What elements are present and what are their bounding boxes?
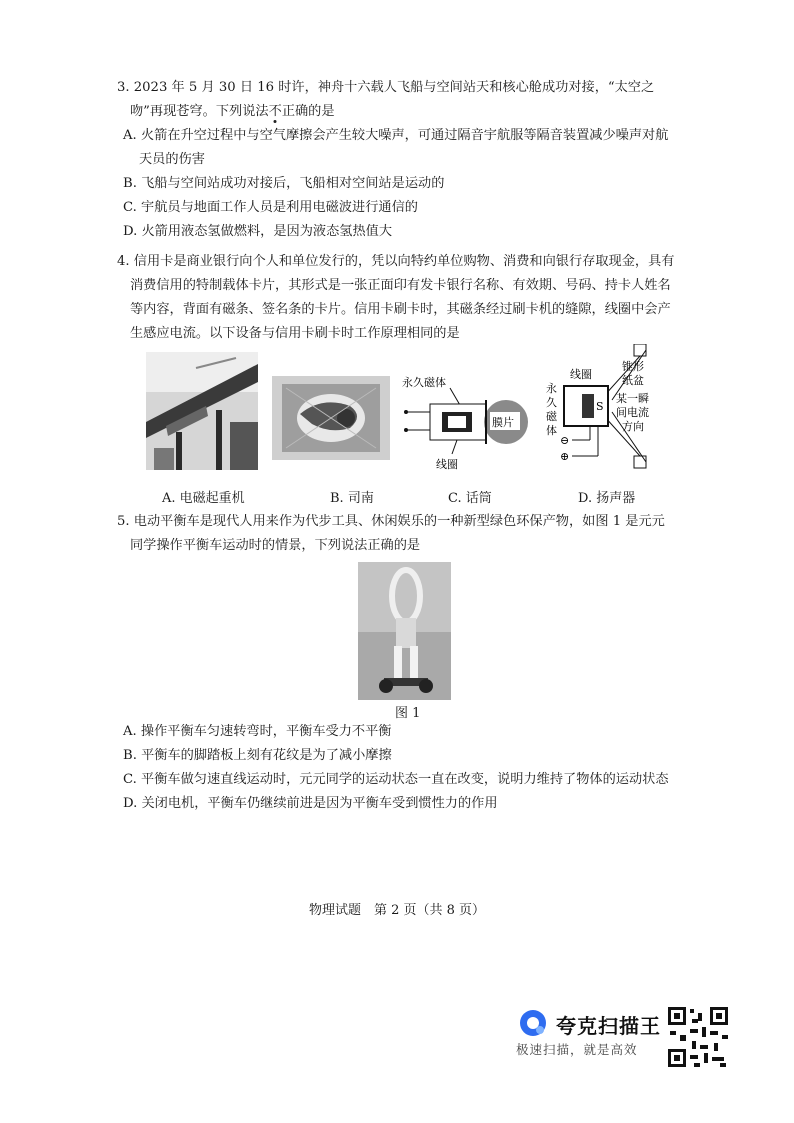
balance-scooter-photo — [358, 562, 451, 700]
label-coil-d: 线圈 — [570, 368, 592, 381]
terminal-minus: ⊖ — [560, 434, 570, 447]
label-current-3: 方向 — [622, 420, 644, 433]
option-d: D. 火箭用液态氢做燃料，是因为液态氢热值大 — [123, 224, 393, 239]
microphone-diagram — [402, 372, 530, 472]
label-magnet-3: 磁 — [546, 410, 557, 423]
caption-b: B. 司南 — [330, 491, 374, 506]
brand-name: 夸克扫描王 — [556, 1014, 661, 1038]
label-cone: 锥形 — [622, 360, 644, 373]
question-5 — [117, 510, 677, 558]
question-4 — [117, 250, 677, 346]
caption-d: D. 扬声器 — [578, 491, 636, 506]
brand-slogan: 极速扫描，就是高效 — [516, 1042, 638, 1057]
question-3 — [117, 76, 677, 244]
electromagnetic-crane-photo — [146, 352, 258, 470]
question-3-stem-line2: 吻”再现苍穹。下列说法 — [130, 104, 269, 119]
loudspeaker-diagram — [542, 344, 664, 476]
label-paper-cone: 纸盆 — [622, 374, 644, 387]
option-a: A. 操作平衡车匀速转弯时，平衡车受力不平衡 — [123, 724, 392, 739]
label-coil: 线圈 — [436, 458, 458, 471]
caption-a: A. 电磁起重机 — [162, 491, 245, 506]
question-4-figures — [140, 352, 660, 512]
terminal-plus: ⊕ — [560, 450, 570, 463]
label-current-1: 某一瞬 — [616, 392, 649, 405]
label-pole-s: S — [596, 400, 604, 413]
question-4-stem: 4. 信用卡是商业银行向个人和单位发行的，凭以向特约单位购物、消费和向银行存取现金，具有消费信用的特制载体卡片，其形式是一张正面印有发卡银行名称、有效期、号码、持卡人姓名等内容，背面有磁条、签名条的卡片。信用卡刷卡时，其磁条经过刷卡机的缝隙，线圈中会产生感应电流。以下设备与信用卡刷卡时工作原理相同的是 — [117, 254, 675, 341]
caption-c: C. 话筒 — [448, 491, 492, 506]
option-b: B. 飞船与空间站成功对接后，飞船相对空间站是运动的 — [123, 176, 445, 191]
label-magnet-4: 体 — [546, 424, 557, 437]
question-3-stem-line1: 3. 2023 年 5 月 30 日 16 时许，神舟十六载人飞船与空间站天和核心舱成功对接，“太空之 — [117, 80, 655, 95]
qr-code-icon — [666, 1005, 730, 1069]
label-magnet-1: 永 — [546, 382, 557, 395]
option-d: D. 关闭电机，平衡车仍继续前进是因为平衡车受到惯性力的作用 — [123, 796, 498, 811]
quark-logo-icon — [516, 1008, 550, 1038]
option-c: C. 宇航员与地面工作人员是利用电磁波进行通信的 — [123, 200, 418, 215]
question-5-stem: 5. 电动平衡车是现代人用来作为代步工具、休闲娱乐的一种新型绿色环保产物，如图 1 是元元同学操作平衡车运动时的情景，下列说法正确的是 — [117, 514, 665, 553]
option-c: C. 平衡车做匀速直线运动时，元元同学的运动状态一直在改变，说明力维持了物体的运动状态 — [123, 772, 669, 787]
label-permanent-magnet: 永久磁体 — [402, 376, 446, 389]
question-5-options — [117, 720, 677, 816]
scanner-watermark — [512, 1008, 662, 1068]
label-membrane: 膜片 — [492, 416, 514, 429]
label-current-2: 间电流 — [616, 406, 649, 419]
sinan-compass-photo — [272, 376, 390, 460]
option-b: B. 平衡车的脚踏板上刻有花纹是为了减小摩擦 — [123, 748, 392, 763]
option-a: A. 火箭在升空过程中与空气摩擦会产生较大噪声，可通过隔音宇航服等隔音装置减少噪声对航天员的伤害 — [123, 128, 669, 167]
page-footer: 物理试题 第 2 页（共 8 页） — [308, 903, 486, 918]
question-3-stem — [117, 76, 677, 124]
question-3-stem-end: 正确的是 — [281, 104, 335, 119]
emphasis-not: 不 — [268, 104, 282, 119]
figure-1-caption: 图 1 — [395, 706, 421, 721]
label-magnet-2: 久 — [546, 396, 557, 409]
